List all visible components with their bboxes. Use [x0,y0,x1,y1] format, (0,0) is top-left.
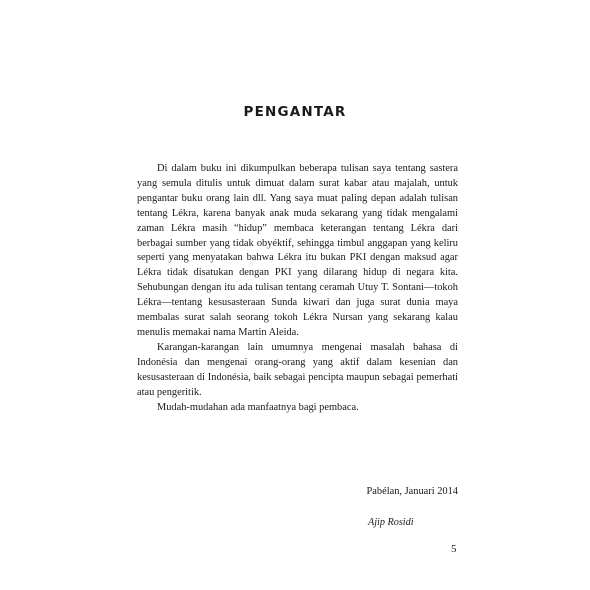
page-title: PENGANTAR [243,104,347,120]
paragraph-2: Karangan-karangan lain umumnya mengenai masalah bahasa di Indonésia dan mengenai orang-orang yang aktif dalam kesenian dan kesusasteraan di Indonésia, baik sebagai pencipta maupun sebagai pemerhati atau pengeritik. [137,341,458,398]
page-number: 5 [451,543,457,555]
place-date: Pabélan, Januari 2014 [366,486,458,497]
author-signature: Ajip Rosidi [368,517,414,528]
paragraph-3: Mudah-mudahan ada manfaatnya bagi pembaca. [157,401,359,413]
paragraph-1: Di dalam buku ini dikumpulkan beberapa tulisan saya tentang sastera yang semula ditulis untuk dimuat dalam surat kabar atau majalah, untuk pengantar buku orang lain dll. Yang saya muat paling depan adalah tulisan tentang Lékra, karena banyak anak muda sekarang yang tidak mengalami zaman Lékra masih “hidup” membaca keterangan tentang Lékra dari berbagai sumber yang tidak obyéktif, sehingga timbul anggapan yang keliru seperti yang menyatakan bahwa Lékra itu bukan PKI dengan maksud agar Lékra tidak disatukan dengan PKI yang dilarang hidup di negara kita. Sehubungan dengan itu ada tulisan tentang ceramah Utuy T. Sontani—tokoh Lékra—tentang kesusasteraan Sunda kiwari dan juga surat dunia maya membalas surat salah seorang tokoh Lékra Nursan yang sekarang kalau menulis memakai nama Martin Aleida. [137,163,458,338]
body-text [137,162,458,415]
